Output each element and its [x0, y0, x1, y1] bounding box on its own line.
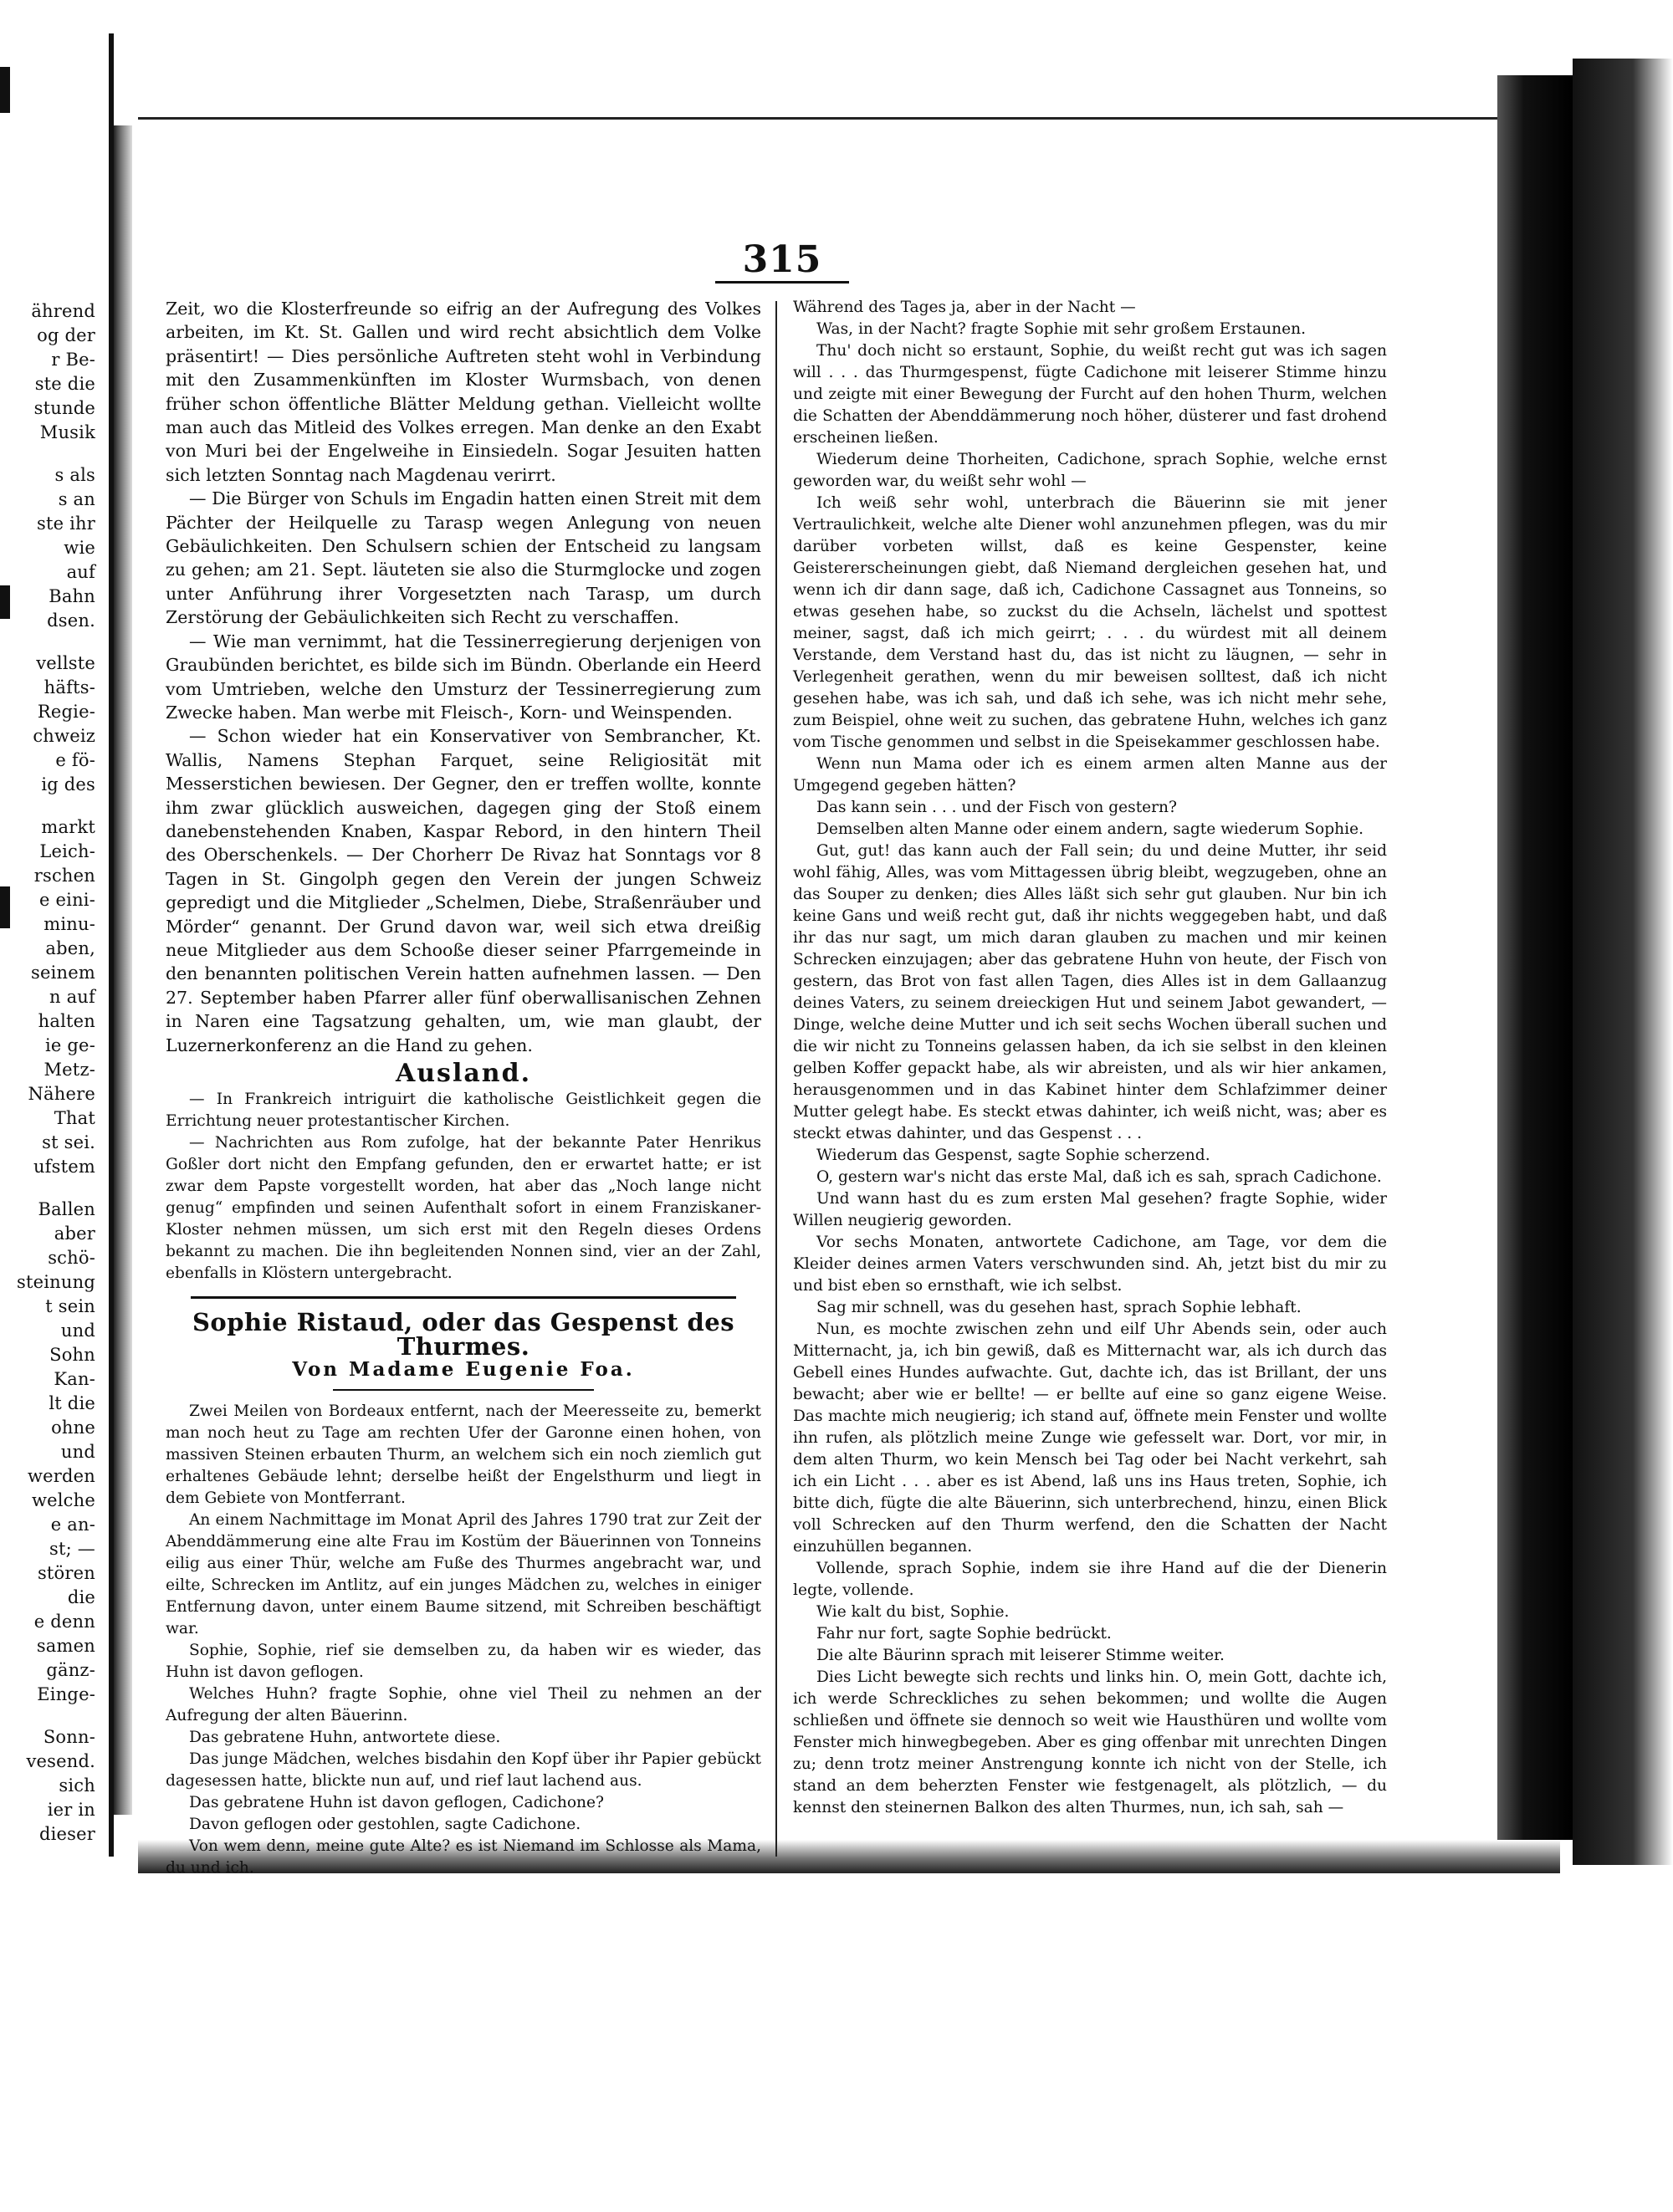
- left-page-line: und: [60, 1321, 95, 1341]
- left-page-line: Musik: [39, 422, 95, 442]
- left-page-line: dsen.: [47, 610, 95, 631]
- story-title: Sophie Ristaud, oder das Gespenst des Thurmes.: [192, 1308, 735, 1361]
- left-page-line: dieser: [38, 1824, 95, 1844]
- paragraph: — Wie man vernimmt, hat die Tessinerregierung derjenigen von Graubünden berichtet, es bilde sich im Bündn. Oberlande ein Heerd vom Umtrieben, welche den Umsturz der Tessinerregierung zum Zwecke haben. Man werbe mit Fleisch-, Korn- und Weinspenden.: [166, 631, 761, 723]
- left-page-line: und: [60, 1442, 95, 1462]
- left-page-line: s als: [54, 465, 95, 485]
- left-page-line: t sein: [45, 1296, 95, 1316]
- left-page-line: sich: [59, 1775, 95, 1796]
- left-page-line: Ballen: [38, 1199, 95, 1219]
- left-page-line: seinem: [31, 963, 95, 983]
- paragraph: Die alte Bäurinn sprach mit leiserer Stimme weiter.: [816, 1647, 1225, 1664]
- paragraph: Vor sechs Monaten, antwortete Cadichone, am Tage, vor dem die Kleider deines armen Vaters verschwunden sind. Ah, jetzt bist du mir zu und bist eben so ernsthaft, wie ich selbst.: [793, 1234, 1387, 1295]
- paragraph: Das gebratene Huhn, antwortete diese.: [189, 1728, 501, 1746]
- left-page-line: steinung: [17, 1272, 95, 1292]
- left-page-line: minu-: [43, 914, 95, 934]
- left-page-line: welche: [31, 1490, 95, 1510]
- left-page-line: stunde: [33, 398, 95, 418]
- page-edge-right: [1497, 75, 1573, 1840]
- paragraph: O, gestern war's nicht das erste Mal, daß ich es sah, sprach Cadichone.: [816, 1168, 1382, 1186]
- page-number-rule: [715, 281, 849, 284]
- page-edge-top: [138, 117, 1502, 120]
- left-page-line: vellste: [36, 653, 95, 673]
- paragraph: Demselben alten Manne oder einem andern, sagte wiederum Sophie.: [816, 820, 1363, 838]
- paragraph: An einem Nachmittage im Monat April des Jahres 1790 trat zur Zeit der Abenddämmerung eine alte Frau im Kostüm der Bäuerinnen von Tonneins eilig aus einer Thür, welche am Fuße des Thurmes angebracht war, und eilte, Schrecken im Antlitz, auf ein junges Mädchen zu, welches in einiger Entfernung davon, unter einem Baume sitzend, mit Schreiben beschäftigt war.: [166, 1510, 761, 1637]
- left-page-line: s an: [58, 489, 95, 509]
- paragraph: Welches Huhn? fragte Sophie, ohne viel Theil zu nehmen an der Aufregung der alten Bäuerinn.: [166, 1684, 761, 1724]
- left-page-line: og der: [37, 325, 95, 345]
- paragraph: — In Frankreich intriguirt die katholische Geistlichkeit gegen die Errichtung neuer protestantischer Kirchen.: [166, 1091, 761, 1131]
- left-page-line: ährend: [31, 301, 95, 321]
- paragraph: Wenn nun Mama oder ich es einem armen alten Manne aus der Umgegend gegeben hätten?: [793, 755, 1387, 794]
- left-page-line: samen: [36, 1636, 95, 1656]
- left-page-line: e an-: [50, 1515, 95, 1535]
- left-page-line: st; —: [49, 1539, 95, 1559]
- left-page-line: ste ihr: [37, 513, 95, 534]
- paragraph: Dies Licht bewegte sich rechts und links hin. O, mein Gott, dachte ich, ich werde Schreckliches zu sehen bekommen; und wollte die Augen schließen und öffnete sie dennoch so weit wie Hausthüren und wollte vom Fenster mich hinwegbegeben. Aber es ging offenbar mit unrechten Dingen zu; denn trotz meiner Anstrengung konnte ich nicht von der Stelle, ich stand an dem beherzten Fenster wie festgenagelt, als plötzlich, — du kennst den steinernen Balkon des alten Thurmes, nun, ich sah, sah —: [793, 1668, 1387, 1816]
- story-author: Von Madame Eugenie Foa.: [292, 1358, 635, 1382]
- paragraph: Was, in der Nacht? fragte Sophie mit sehr großem Erstaunen.: [816, 320, 1307, 338]
- left-page-line: halten: [38, 1011, 95, 1031]
- left-page-line: e eini-: [39, 890, 95, 910]
- left-page-line: Kan-: [54, 1369, 95, 1389]
- left-page-line: That: [54, 1108, 95, 1128]
- paragraph: Sag mir schnell, was du gesehen hast, sprach Sophie lebhaft.: [816, 1299, 1302, 1316]
- left-page-line: Einge-: [37, 1684, 95, 1704]
- paragraph: Zeit, wo die Klosterfreunde so eifrig an der Aufregung des Volkes arbeiten, im Kt. St. Gallen und wird recht absichtlich dem Volke präsentirt! — Dies persönliche Auftreten steht wohl in Verbindung mit den Zusammenkünften im Kloster Wurmsbach, von denen früher schon öffentliche Blätter Meldung gethan. Vielleicht wollte man auch das Mitleid des Volkes erregen. Man denke an den Exabt von Muri bei der Engelweihe in Einsiedeln. Sogar Jesuiten hatten sich letzten Sonntag nach Magdenau verirrt.: [166, 299, 761, 485]
- paragraph: Thu' doch nicht so erstaunt, Sophie, du weißt recht gut was ich sagen will . . . das Thurmgespenst, fügte Cadichone mit leiserer Stimme hinzu und zeigte mit einer Bewegung der Furcht auf den hohen Thurm, welchen die Schatten der Abenddämmerung noch höher, düsterer und fast drohend erscheinen ließen.: [793, 342, 1387, 447]
- left-page-line: rschen: [33, 866, 95, 886]
- paragraph: Von wem denn, meine gute Alte? es ist Niemand im Schlosse als Mama, du und ich.: [166, 1837, 761, 1877]
- paragraph: Und wann hast du es zum ersten Mal gesehen? fragte Sophie, wider Willen neugierig geworden.: [793, 1190, 1387, 1229]
- left-page-line: e denn: [33, 1612, 95, 1632]
- paragraph: Wie kalt du bist, Sophie.: [816, 1603, 1010, 1621]
- paragraph: Wiederum das Gespenst, sagte Sophie scherzend.: [816, 1147, 1210, 1164]
- left-page-line: Bahn: [49, 586, 95, 606]
- left-page-line: lt die: [49, 1393, 95, 1413]
- paragraph: Das gebratene Huhn ist davon geflogen, Cadichone?: [189, 1793, 604, 1811]
- left-page-line: Nähere: [28, 1084, 95, 1104]
- title-divider: [333, 1389, 594, 1391]
- left-page-line: Regie-: [37, 702, 95, 722]
- paragraph: Während des Tages ja, aber in der Nacht —: [793, 299, 1136, 316]
- left-page-line: Leich-: [39, 841, 95, 861]
- left-page-line: Sohn: [49, 1345, 95, 1365]
- paragraph: Zwei Meilen von Bordeaux entfernt, nach der Meeresseite zu, bemerkt man noch heut zu Tage am rechten Ufer der Garonne einen hohen, von massiven Steinen erbauten Thurm, an welchem sich ein noch ziemlich gut erhaltenes Gebäude lehnt; derselbe heißt der Engelsthurm und liegt in dem Gebiete von Montferrant.: [166, 1402, 761, 1507]
- column-divider: [775, 301, 777, 1857]
- left-page-line: vesend.: [26, 1751, 95, 1771]
- left-page-line: auf: [66, 562, 95, 582]
- paragraph: — Die Bürger von Schuls im Engadin hatten einen Streit mit dem Pächter der Heilquelle zu Tarasp wegen Anlegung von neuen Gebäulichkeiten. Den Schulsern schien der Entscheid zu langsam zu gehen; am 21. Sept. läuteten sie also die Sturmglocke und zogen unter Anführung ihrer Vorgesetzten nach Tarasp, um durch Zerstörung der Gebäulichkeiten sich Recht zu verschaffen.: [166, 488, 761, 628]
- left-page-line: ste die: [34, 374, 95, 394]
- left-page-line: die: [67, 1587, 95, 1607]
- left-page-line: ie ge-: [45, 1035, 95, 1055]
- left-page-line: gänz-: [46, 1660, 95, 1680]
- left-page-line: aber: [54, 1223, 95, 1244]
- paragraph: Vollende, sprach Sophie, indem sie ihre Hand auf die der Dienerin legte, vollende.: [793, 1560, 1387, 1599]
- left-page-line: wie: [64, 538, 95, 558]
- paragraph: Ich weiß sehr wohl, unterbrach die Bäuerinn sie mit jener Vertraulichkeit, welche alte Diener wohl anzunehmen pflegen, was du mir darüber vorbeten willst, daß es keine Gespenster, keine Geistererscheinungen giebt, daß Niemand dergleichen gesehen hat, und wenn ich dir dann sage, daß ich, Cadichone Cassagnet aus Tonneins, so etwas gesehen habe, so zuckst du die Achseln, lächelst und spottest meiner, sagst, daß ich mich geirrt; . . . du würdest mit all deinem Verstande, dem Verstand hast du, das ist nicht zu läugnen, — sehr in Verlegenheit gerathen, wenn du mir beweisen solltest, daß ich nicht gesehen habe, was ich sah, und daß ich sehe, was ich nicht mehr sehe, zum Beispiel, ohne weit zu suchen, das gebratene Huhn, welches ich ganz vom Tische genommen und selbst in die Speisekammer geschlossen habe.: [793, 494, 1387, 751]
- section-divider: [191, 1296, 736, 1299]
- page-edge-right-outer: [1573, 59, 1673, 1865]
- left-page-line: ohne: [51, 1418, 95, 1438]
- left-page-line: aben,: [45, 938, 95, 958]
- left-page-line: Sonn-: [43, 1727, 95, 1747]
- paragraph: Das kann sein . . . und der Fisch von gestern?: [816, 799, 1177, 816]
- section-heading-ausland: Ausland.: [395, 1059, 532, 1088]
- paragraph: Das junge Mädchen, welches bisdahin den Kopf über ihr Papier gebückt dagesessen hatte, blickte nun auf, und rief laut lachend aus.: [166, 1750, 761, 1790]
- left-page-line: st sei.: [42, 1132, 95, 1152]
- left-page-line: stören: [37, 1563, 95, 1583]
- left-page-line: ier in: [47, 1800, 95, 1820]
- paragraph: — Schon wieder hat ein Konservativer von Sembrancher, Kt. Wallis, Namens Stephan Farquet, seine Religiosität mit Messerstichen bewiesen. Der Gegner, den er treffen wollte, konnte ihm zwar glücklich ausweichen, dagegen ging der Stoß einem danebenstehenden Knaben, Kaspar Rebord, in den hintern Theil des Oberschenkels. — Der Chorherr De Rivaz hat Sonntags vor 8 Tagen in St. Gingolph gegen den Verein der jungen Schweiz gepredigt und die Mitglieder „Schelmen, Diebe, Straßenräuber und Mörder“ genannt. Der Grund davon war, weil sich etwa dreißig neue Mitglieder aus dem Schooße dieser seiner Pfarrgemeinde in den benannten politischen Verein hatten aufnehmen lassen. — Den 27. September haben Pfarrer aller fünf oberwallisanischen Zehnen in Naren eine Tagsatzung gehalten, um, wie man glaubt, der Luzernerkonferenz an die Hand zu gehen.: [166, 726, 761, 1055]
- left-page-line: Metz-: [43, 1060, 95, 1080]
- left-page-line: e fö-: [55, 750, 95, 770]
- left-page-line: schö-: [48, 1248, 95, 1268]
- left-page-line: r Be-: [51, 350, 95, 370]
- left-page-line: chweiz: [33, 726, 95, 746]
- paragraph: Nun, es mochte zwischen zehn und eilf Uhr Abends sein, oder auch Mitternacht, ja, ich bin gewiß, daß es Mitternacht war, als ich durch das Gebell eines Hundes aufwachte. Gut, dachte ich, das ist Brillant, der uns bewacht; aber wie er bellte! — er bellte auf eine so ganz eigene Weise. Das machte mich neugierig; ich stand auf, öffnete mein Fenster und wollte ihn rufen, als plötzlich meine Zunge wie gefesselt war. Dort, vor mir, in dem alten Thurm, wo kein Mensch bei Tag oder bei Nacht verkehrt, sah ich ein Licht . . . aber es ist Abend, laß uns ins Haus treten, Sophie, ich bitte dich, fügte die alte Bäuerinn, sich unterbrechend, hinzu, einen Blick voll Schrecken auf den Thurm werfend, den die Schatten der Nacht einzuhüllen begannen.: [793, 1321, 1387, 1556]
- left-page-line: häfts-: [43, 677, 95, 697]
- page-number: 315: [742, 238, 822, 281]
- paragraph: Gut, gut! das kann auch der Fall sein; du und deine Mutter, ihr seid wohl fähig, Alles, was vom Mittagessen übrig bleibt, wegzugeben, ohne an das Souper zu denken; dies Alles läßt sich sehr gut glauben. Nur bin ich keine Gans und weiß recht gut, daß ihr nichts weggegeben habt, und daß ihr das nur sagt, um mich daran glauben zu machen und mir keinen Schrecken einzujagen; aber das gebratene Huhn von heute, der Fisch von gestern, das Brot von fast allen Tagen, dies Alles ist in dem Gallaanzug deines Vaters, zu seinem dreieckigen Hut und seinem Jabot gewandert, — Dinge, welche deine Mutter und ich seit sechs Wochen überall suchen und die wir nicht zu Tonneins gelassen haben, da ich sie selbst in den kleinen gelben Koffer gepackt habe, als wir abreisten, und als wir hier ankamen, herausgenommen und in das Kabinet hinter dem Schlafzimmer deiner Mutter gelegt habe. Es steckt etwas dahinter, ich weiß nicht, was; aber es steckt etwas dahinter, und das Gespenst . . .: [793, 842, 1387, 1142]
- left-page-line: ufstem: [33, 1157, 95, 1177]
- paragraph: Fahr nur fort, sagte Sophie bedrückt.: [816, 1625, 1112, 1642]
- left-page-line: werden: [27, 1466, 95, 1486]
- right-column: [793, 297, 1387, 1819]
- left-page-line: markt: [41, 817, 95, 837]
- left-page-line: ig des: [41, 774, 95, 794]
- paragraph: Wiederum deine Thorheiten, Cadichone, sprach Sophie, welche ernst geworden war, du weißt sehr wohl —: [793, 451, 1387, 490]
- scan-artifact: [0, 67, 10, 113]
- left-page-line: n auf: [49, 987, 95, 1007]
- paragraph: — Nachrichten aus Rom zufolge, hat der bekannte Pater Henrikus Goßler dort nicht den Empfang gefunden, den er erwartet hatte; er ist zwar dem Papste vorgestellt worden, hat aber das „Noch lange nicht genug“ empfinden und seinen Aufenthalt sofort in einem Franziskaner-Kloster nehmen müssen, um sich erst mit den Regeln dieses Ordens bekannt zu machen. Die ihn begleitenden Nonnen sind, vier an der Zahl, ebenfalls in Klöstern untergebracht.: [166, 1134, 761, 1283]
- paragraph: Davon geflogen oder gestohlen, sagte Cadichone.: [189, 1815, 581, 1833]
- left-column: [166, 297, 761, 1879]
- book-gutter: [114, 125, 132, 1815]
- paragraph: Sophie, Sophie, rief sie demselben zu, da haben wir es wieder, das Huhn ist davon geflogen.: [166, 1641, 761, 1681]
